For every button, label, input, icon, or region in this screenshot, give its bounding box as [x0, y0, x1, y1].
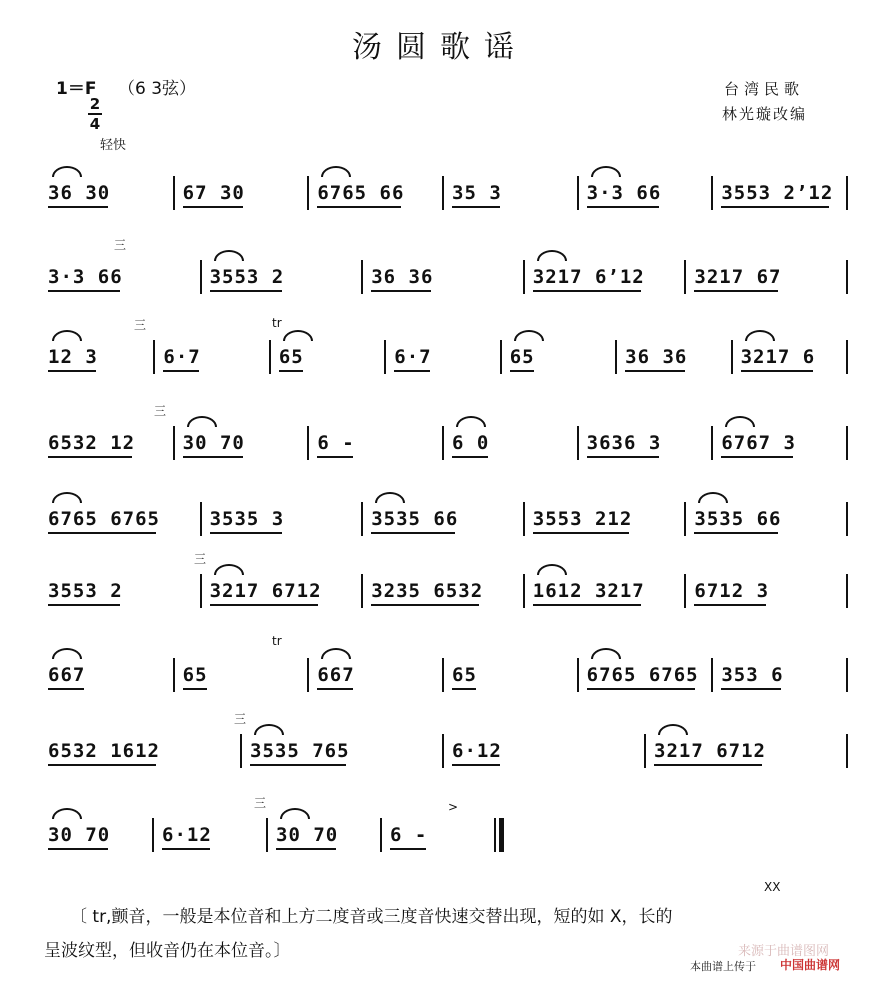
measure: 3235 6532	[371, 580, 484, 602]
measure: 6 -	[390, 824, 428, 846]
key-signature: 1＝F	[56, 79, 97, 99]
bar-line	[523, 574, 525, 608]
bar-line	[307, 176, 309, 210]
bar-line	[615, 340, 617, 374]
slur	[52, 330, 82, 341]
measure: 3535 3	[209, 508, 285, 530]
beam	[162, 848, 210, 850]
bar-line	[442, 658, 444, 692]
slur	[52, 648, 82, 659]
bar-line	[173, 658, 175, 692]
beam	[48, 848, 108, 850]
bar-line	[846, 502, 848, 536]
measure: 3636 3	[586, 432, 662, 454]
measure: 35 3	[452, 182, 502, 204]
beam	[317, 206, 401, 208]
string-tuning: （6 3弦）	[118, 79, 197, 99]
measure: 3535 66	[694, 508, 782, 530]
measure: 36 36	[625, 346, 688, 368]
footnote-xx: XX	[764, 880, 781, 894]
san-mark: 三	[194, 552, 207, 566]
final-bar-thin	[494, 818, 496, 852]
bar-line	[846, 426, 848, 460]
bar-line	[152, 818, 154, 852]
beam	[183, 688, 207, 690]
beam	[48, 532, 156, 534]
bar-line	[173, 176, 175, 210]
bar-line	[500, 340, 502, 374]
measure: 6767 3	[721, 432, 796, 454]
bar-line	[644, 734, 646, 768]
slur	[321, 648, 351, 659]
beam	[533, 290, 641, 292]
beam	[533, 532, 629, 534]
bar-line	[731, 340, 733, 374]
measure: 3553 212	[532, 508, 633, 530]
beam	[317, 456, 353, 458]
measure: 6765 66	[317, 182, 405, 204]
measure: 30 70	[48, 824, 111, 846]
song-origin: 台湾民歌	[724, 80, 805, 98]
bar-line	[384, 340, 386, 374]
slur	[745, 330, 775, 341]
slur	[321, 166, 351, 177]
bar-line	[442, 176, 444, 210]
beam	[587, 456, 659, 458]
san-mark: 三	[254, 796, 267, 810]
measure: 3535 765	[250, 740, 350, 762]
slur	[375, 492, 405, 503]
beam	[48, 290, 120, 292]
slur	[658, 724, 688, 735]
beam	[741, 370, 813, 372]
measure: 6 -	[317, 432, 355, 454]
slur	[698, 492, 728, 503]
measure: 3553 2	[48, 580, 123, 602]
bar-line	[200, 260, 202, 294]
bar-line	[361, 260, 363, 294]
trill-mark: tr	[272, 316, 282, 330]
measure: 1612 3217	[532, 580, 645, 602]
bar-line	[711, 658, 713, 692]
bar-line	[523, 260, 525, 294]
bar-line	[200, 502, 202, 536]
score-line-2	[0, 232, 880, 292]
score-line-6	[0, 546, 880, 606]
measure: 6·12	[452, 740, 502, 762]
beam	[48, 370, 96, 372]
beam	[587, 206, 659, 208]
measure: 6532 1612	[48, 740, 160, 762]
slur	[214, 564, 244, 575]
measure: 353 6	[721, 664, 784, 686]
bar-line	[684, 502, 686, 536]
bar-line	[380, 818, 382, 852]
measure: 3217 6’12	[532, 266, 645, 288]
measure: 6·12	[162, 824, 212, 846]
beam	[694, 532, 778, 534]
beam	[452, 456, 488, 458]
beam	[721, 206, 829, 208]
beam	[48, 604, 120, 606]
page-title: 汤圆歌谣	[352, 30, 528, 65]
slur	[456, 416, 486, 427]
measure: 3553 2’12	[721, 182, 834, 204]
measure: 3217 67	[694, 266, 782, 288]
bar-line	[577, 176, 579, 210]
measure: 6712 3	[694, 580, 770, 602]
measure: 3·3 66	[48, 266, 123, 288]
slur	[280, 808, 310, 819]
bar-line	[846, 734, 848, 768]
measure: 6532 12	[48, 432, 136, 454]
bar-line	[173, 426, 175, 460]
bar-line	[577, 658, 579, 692]
measure: 36 36	[371, 266, 434, 288]
slur	[725, 416, 755, 427]
measure: 30 70	[182, 432, 245, 454]
beam	[183, 206, 243, 208]
beam	[694, 604, 766, 606]
score-line-5	[0, 474, 880, 534]
measure: 65	[452, 664, 477, 686]
slur	[591, 648, 621, 659]
beam	[183, 456, 243, 458]
measure: 3·3 66	[586, 182, 662, 204]
beam	[48, 764, 156, 766]
beam	[276, 848, 336, 850]
bar-line	[266, 818, 268, 852]
beam	[452, 206, 500, 208]
score-line-8	[0, 706, 880, 766]
measure: 667	[317, 664, 355, 686]
watermark: 来源于曲谱图网	[738, 944, 830, 959]
slur	[187, 416, 217, 427]
beam	[210, 604, 318, 606]
measure: 36 30	[48, 182, 111, 204]
score-line-4	[0, 398, 880, 458]
san-mark: 三	[154, 404, 167, 418]
bar-line	[153, 340, 155, 374]
bar-line	[269, 340, 271, 374]
beam	[210, 290, 282, 292]
beam	[452, 688, 476, 690]
bar-line	[240, 734, 242, 768]
tempo-marking: 轻快	[100, 138, 127, 153]
bar-line	[846, 658, 848, 692]
bar-line	[684, 260, 686, 294]
measure: 65	[278, 346, 304, 368]
bar-line	[200, 574, 202, 608]
bar-line	[523, 502, 525, 536]
bar-line	[711, 176, 713, 210]
measure: 6765 6765	[48, 508, 160, 530]
beam	[48, 688, 84, 690]
final-bar-thick	[499, 818, 504, 852]
slur	[214, 250, 244, 261]
measure: 30 70	[276, 824, 339, 846]
beam	[210, 532, 282, 534]
meter-bottom: 4	[89, 115, 101, 133]
bar-line	[846, 260, 848, 294]
measure: 65	[182, 664, 208, 686]
measure: 65	[509, 346, 535, 368]
san-mark: 三	[134, 318, 147, 332]
beam	[371, 532, 455, 534]
bar-line	[711, 426, 713, 460]
measure: 667	[48, 664, 86, 686]
beam	[371, 604, 479, 606]
beam	[371, 290, 431, 292]
beam	[721, 688, 781, 690]
bar-line	[577, 426, 579, 460]
beam	[394, 370, 430, 372]
beam	[250, 764, 346, 766]
credit-logo: 中国曲谱网	[780, 958, 841, 972]
beam	[163, 370, 199, 372]
slur	[52, 492, 82, 503]
measure: 6·7	[163, 346, 201, 368]
measure: 12 3	[48, 346, 98, 368]
beam	[317, 688, 353, 690]
slur	[52, 166, 82, 177]
credit-text: 本曲谱上传于	[690, 960, 756, 973]
meter-top: 2	[89, 95, 101, 113]
beam	[694, 290, 778, 292]
san-mark: 三	[114, 238, 127, 252]
bar-line	[307, 426, 309, 460]
time-signature	[88, 96, 102, 132]
bar-line	[442, 426, 444, 460]
footnote-line-1: 〔 tr,颤音，一般是本位音和上方二度音或三度音快速交替出现，短的如 X，长的	[70, 907, 673, 927]
beam	[279, 370, 303, 372]
score-line-3	[0, 312, 880, 372]
measure: 67 30	[182, 182, 245, 204]
slur	[254, 724, 284, 735]
measure: 6765 6765	[586, 664, 699, 686]
trill-mark: tr	[272, 634, 282, 648]
bar-line	[846, 574, 848, 608]
slur	[591, 166, 621, 177]
bar-line	[361, 502, 363, 536]
beam	[390, 848, 426, 850]
bar-line	[684, 574, 686, 608]
bar-line	[442, 734, 444, 768]
slur	[514, 330, 544, 341]
san-mark: 三	[234, 712, 247, 726]
footnote-line-2: 呈波纹型，但收音仍在本位音。〕	[44, 941, 291, 961]
bar-line	[361, 574, 363, 608]
beam	[510, 370, 534, 372]
measure: 3217 6712	[209, 580, 322, 602]
bar-line	[846, 340, 848, 374]
bar-line	[846, 176, 848, 210]
beam	[48, 456, 132, 458]
beam	[654, 764, 762, 766]
measure: 6 0	[452, 432, 490, 454]
slur	[283, 330, 313, 341]
beam	[452, 764, 500, 766]
score-line-9	[0, 790, 880, 850]
arranger: 林光璇改编	[722, 105, 808, 123]
beam	[625, 370, 685, 372]
slur	[52, 808, 82, 819]
measure: 3535 66	[371, 508, 459, 530]
beam	[533, 604, 641, 606]
beam	[721, 456, 793, 458]
beam	[48, 206, 108, 208]
measure: 3217 6712	[654, 740, 766, 762]
bar-line	[307, 658, 309, 692]
score-line-1	[0, 148, 880, 208]
measure: 3217 6	[740, 346, 816, 368]
accent-mark: >	[448, 800, 459, 814]
slur	[537, 564, 567, 575]
measure: 3553 2	[209, 266, 285, 288]
measure: 6·7	[394, 346, 432, 368]
beam	[587, 688, 695, 690]
score-line-7	[0, 630, 880, 690]
slur	[537, 250, 567, 261]
